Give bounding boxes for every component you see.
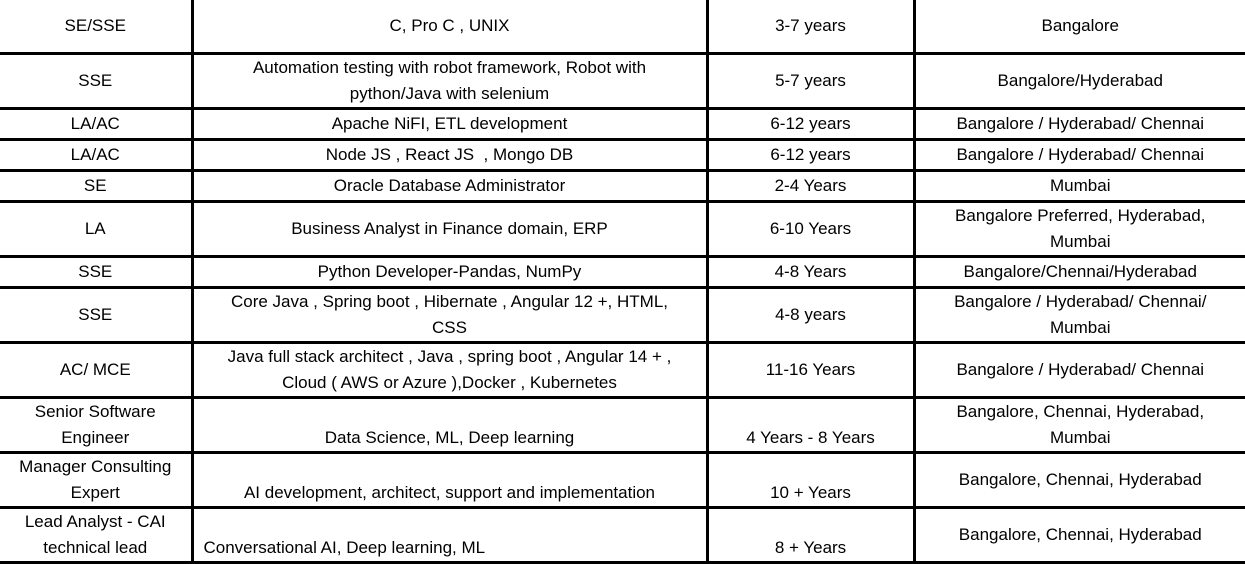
skills-cell: Oracle Database Administrator <box>192 170 707 201</box>
table-row <box>0 342 1245 397</box>
role-cell: LA/AC <box>0 108 192 139</box>
role-cell: LA <box>0 201 192 256</box>
role-cell: Lead Analyst - CAI technical lead <box>0 507 192 562</box>
experience-cell: 5-7 years <box>707 53 914 108</box>
table-row <box>0 139 1245 170</box>
table-row <box>0 108 1245 139</box>
role-cell: Manager Consulting Expert <box>0 452 192 507</box>
location-cell: Bangalore, Chennai, Hyderabad, Mumbai <box>914 397 1245 452</box>
role-cell: Senior Software Engineer <box>0 397 192 452</box>
experience-cell: 6-12 years <box>707 139 914 170</box>
experience-cell: 11-16 Years <box>707 342 914 397</box>
table-row <box>0 452 1245 507</box>
role-cell: SE/SSE <box>0 0 192 53</box>
location-cell: Bangalore <box>914 0 1245 53</box>
role-cell: SE <box>0 170 192 201</box>
table-row <box>0 507 1245 562</box>
experience-cell: 6-10 Years <box>707 201 914 256</box>
experience-cell: 8 + Years <box>707 507 914 562</box>
location-cell: Bangalore / Hyderabad/ Chennai/ Mumbai <box>914 287 1245 342</box>
experience-cell: 3-7 years <box>707 0 914 53</box>
experience-cell: 10 + Years <box>707 452 914 507</box>
location-cell: Bangalore / Hyderabad/ Chennai <box>914 139 1245 170</box>
skills-cell: Node JS , React JS , Mongo DB <box>192 139 707 170</box>
skills-cell: Java full stack architect , Java , spring boot , Angular 14 + , Cloud ( AWS or Azure ),Docker , Kubernetes <box>192 342 707 397</box>
table-row <box>0 170 1245 201</box>
experience-cell: 4 Years - 8 Years <box>707 397 914 452</box>
skills-cell: Data Science, ML, Deep learning <box>192 397 707 452</box>
location-cell: Mumbai <box>914 170 1245 201</box>
role-cell: SSE <box>0 256 192 287</box>
table-row <box>0 256 1245 287</box>
experience-cell: 6-12 years <box>707 108 914 139</box>
role-cell: LA/AC <box>0 139 192 170</box>
skills-cell: AI development, architect, support and implementation <box>192 452 707 507</box>
location-cell: Bangalore Preferred, Hyderabad, Mumbai <box>914 201 1245 256</box>
location-cell: Bangalore, Chennai, Hyderabad <box>914 452 1245 507</box>
skills-cell: Automation testing with robot framework, Robot with python/Java with selenium <box>192 53 707 108</box>
skills-cell: C, Pro C , UNIX <box>192 0 707 53</box>
skills-cell: Conversational AI, Deep learning, ML <box>192 507 707 562</box>
table-row <box>0 287 1245 342</box>
location-cell: Bangalore / Hyderabad/ Chennai <box>914 342 1245 397</box>
role-cell: SSE <box>0 287 192 342</box>
location-cell: Bangalore/Chennai/Hyderabad <box>914 256 1245 287</box>
table-row <box>0 201 1245 256</box>
role-cell: AC/ MCE <box>0 342 192 397</box>
location-cell: Bangalore, Chennai, Hyderabad <box>914 507 1245 562</box>
table-row <box>0 53 1245 108</box>
role-cell: SSE <box>0 53 192 108</box>
location-cell: Bangalore/Hyderabad <box>914 53 1245 108</box>
skills-cell: Core Java , Spring boot , Hibernate , Angular 12 +, HTML, CSS <box>192 287 707 342</box>
skills-cell: Apache NiFI, ETL development <box>192 108 707 139</box>
experience-cell: 2-4 Years <box>707 170 914 201</box>
location-cell: Bangalore / Hyderabad/ Chennai <box>914 108 1245 139</box>
skills-cell: Business Analyst in Finance domain, ERP <box>192 201 707 256</box>
table-row <box>0 397 1245 452</box>
skills-cell: Python Developer-Pandas, NumPy <box>192 256 707 287</box>
experience-cell: 4-8 Years <box>707 256 914 287</box>
experience-cell: 4-8 years <box>707 287 914 342</box>
table-row <box>0 0 1245 53</box>
